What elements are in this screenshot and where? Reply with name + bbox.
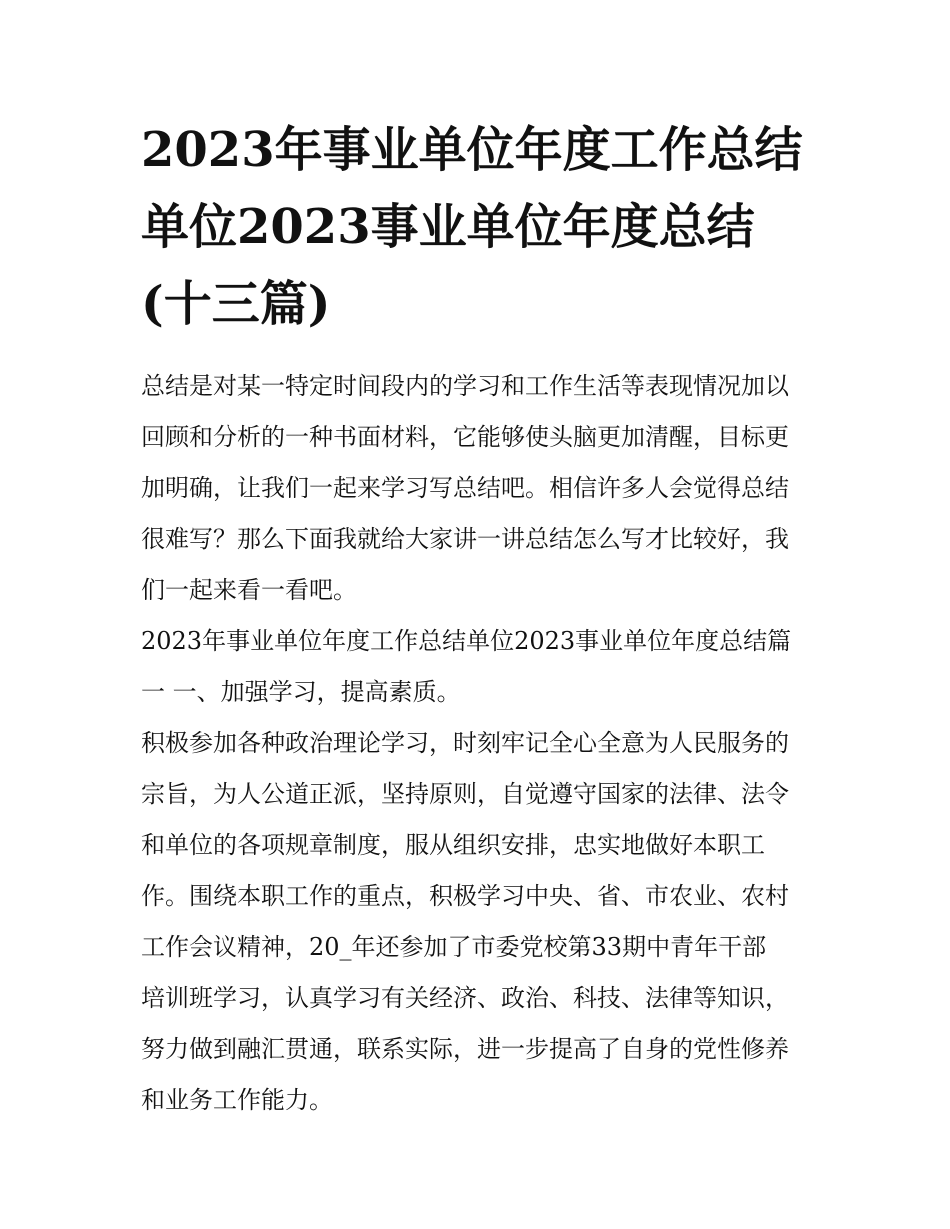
text-line: 努力做到融汇贯通，联系实际，进一步提高了自身的党性修养 bbox=[141, 1035, 789, 1063]
text-line: 回顾和分析的一种书面材料，它能够使头脑更加清醒，目标更 bbox=[141, 423, 789, 451]
text-line: 一 一、加强学习，提高素质。 bbox=[141, 678, 461, 706]
body-paragraph bbox=[141, 718, 814, 1126]
text-line: 2023年事业单位年度工作总结单位2023事业单位年度总结篇 bbox=[141, 627, 792, 655]
title-line: (十三篇) bbox=[141, 276, 331, 332]
section-heading bbox=[141, 616, 814, 718]
text-line: 培训班学习，认真学习有关经济、政治、科技、法律等知识， bbox=[141, 984, 789, 1012]
text-line: 积极参加各种政治理论学习，时刻牢记全心全意为人民服务的 bbox=[141, 729, 789, 757]
text-line: 加明确，让我们一起来学习写总结吧。相信许多人会觉得总结 bbox=[141, 474, 789, 502]
title-line: 单位2023事业单位年度总结 bbox=[141, 199, 755, 255]
title-line: 2023年事业单位年度工作总结 bbox=[141, 122, 803, 178]
text-line: 宗旨，为人公道正派，坚持原则，自觉遵守国家的法律、法令 bbox=[141, 780, 789, 808]
text-line: 作。围绕本职工作的重点，积极学习中央、省、市农业、农村 bbox=[141, 882, 789, 910]
text-line: 和单位的各项规章制度，服从组织安排，忠实地做好本职工 bbox=[141, 831, 765, 859]
text-line: 和业务工作能力。 bbox=[141, 1086, 333, 1114]
document-title bbox=[141, 112, 814, 343]
intro-paragraph bbox=[141, 361, 814, 616]
text-line: 工作会议精神，20_年还参加了市委党校第33期中青年干部 bbox=[141, 933, 767, 961]
text-line: 们一起来看一看吧。 bbox=[141, 576, 357, 604]
text-line: 总结是对某一特定时间段内的学习和工作生活等表现情况加以 bbox=[141, 372, 789, 400]
text-line: 很难写？那么下面我就给大家讲一讲总结怎么写才比较好，我 bbox=[141, 525, 789, 553]
